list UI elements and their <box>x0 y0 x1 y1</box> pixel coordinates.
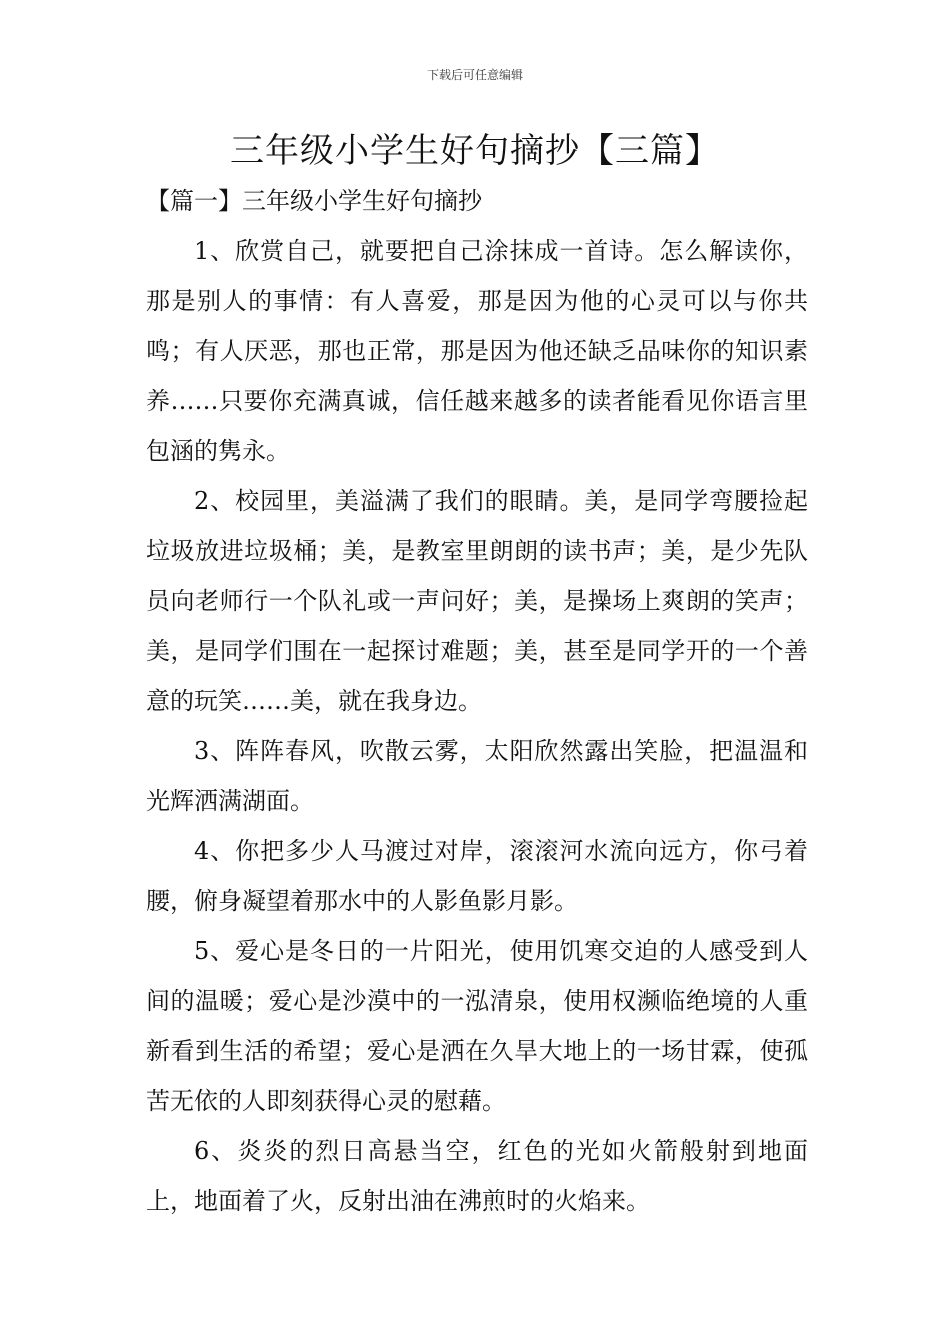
paragraph-5: 5、爱心是冬日的一片阳光，使用饥寒交迫的人感受到人间的温暖；爱心是沙漠中的一泓清泉，使用权濒临绝境的人重新看到生活的希望；爱心是洒在久旱大地上的一场甘霖，使孤苦无依的人即刻获得心灵的慰藉。 <box>146 937 808 1115</box>
paragraph-2: 2、校园里，美溢满了我们的眼睛。美，是同学弯腰捡起垃圾放进垃圾桶；美，是教室里朗朗的读书声；美，是少先队员向老师行一个队礼或一声问好；美，是操场上爽朗的笑声；美，是同学们围在一起探讨难题；美，甚至是同学开的一个善意的玩笑……美，就在我身边。 <box>146 487 808 715</box>
paragraph-4: 4、你把多少人马渡过对岸，滚滚河水流向远方，你弓着腰，俯身凝望着那水中的人影鱼影月影。 <box>146 837 808 915</box>
header-note: 下载后可任意编辑 <box>426 68 523 82</box>
paragraph-3: 3、阵阵春风，吹散云雾，太阳欣然露出笑脸，把温温和光辉洒满湖面。 <box>146 737 808 815</box>
document-title: 三年级小学生好句摘抄【三篇】 <box>230 131 720 171</box>
section-heading: 【篇一】三年级小学生好句摘抄 <box>146 187 482 215</box>
paragraph-6: 6、炎炎的烈日高悬当空，红色的光如火箭般射到地面上，地面着了火，反射出油在沸煎时的火焰来。 <box>146 1137 808 1215</box>
document-body <box>146 176 808 1226</box>
paragraph-1: 1、欣赏自己，就要把自己涂抹成一首诗。怎么解读你，那是别人的事情：有人喜爱，那是因为他的心灵可以与你共鸣；有人厌恶，那也正常，那是因为他还缺乏品味你的知识素养……只要你充满真诚，信任越来越多的读者能看见你语言里包涵的隽永。 <box>146 237 808 465</box>
